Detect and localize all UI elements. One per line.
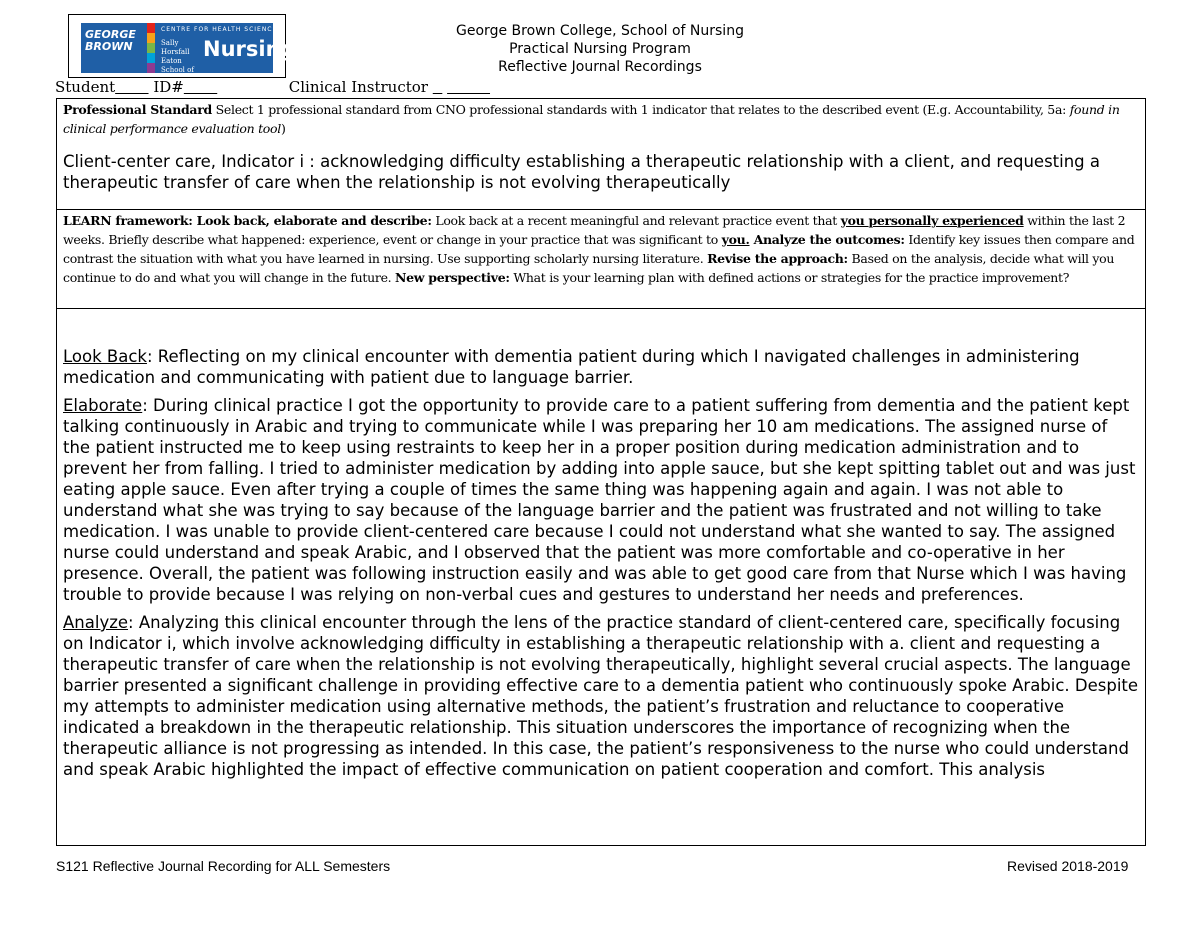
elaborate-paragraph: Elaborate: During clinical practice I got the opportunity to provide care to a patient suffering from dementia and the patient kept talking continuously in Arabic and trying to communicate while I was preparing her 10 am medications. The assigned nurse of the patient instructed me to keep using restraints to keep her in a proper position during medication administration and to prevent her from falling. I tried to administer medication by adding into apple sauce, but she kept spitting tablet out and was just eating apple sauce. Even after trying a couple of times the same thing was happening again and again. I was not able to understand what she was trying to say because of the language barrier and the patient was frustrated and not willing to take medication. I was unable to provide client-centered care because I could not understand what she wanted to say. The assigned nurse could understand and speak Arabic, and I observed that the patient was more comfortable and co-operative in her presence. Overall, the patient was following instruction easily and was able to get good care from that Nurse which I was having trouble to provide because I was relying on non-verbal cues and gestures to understand her needs and preferences.	[63, 396, 1136, 604]
journal-entry-cell	[56, 308, 1146, 846]
logo-top-text: CENTRE FOR HEALTH SCIENCES	[161, 26, 283, 33]
header-line-3: Reflective Journal Recordings	[498, 59, 702, 75]
logo-small-text: Sally Horsfall Eaton School of	[161, 39, 194, 74]
learn-framework-instructions: LEARN framework: Look back, elaborate and describe: Look back at a recent meaningful and relevant practice event that you personally experienced within the last 2 weeks. Briefly describe what happened: experience, event or change in your practice that was significant to you. Analyze the outcomes: Identify key issues then compare and contrast the situation with what you have learned in nursing. Use supporting scholarly nursing literature. Revise the approach: Based on the analysis, decide what will you continue to do and what you will change in the future. New perspective: What is your learning plan with defined actions or strategies for the practice improvement?	[63, 213, 1135, 285]
instructor-label: Clinical Instructor	[288, 78, 428, 96]
student-info-line	[55, 78, 490, 96]
footer-right: Revised 2018-2019	[1007, 858, 1129, 874]
logo-school-name: GEORGE BROWN	[85, 28, 136, 53]
elaborate-label: Elaborate	[63, 396, 143, 415]
learn-framework-cell	[56, 210, 1146, 309]
header-line-1: George Brown College, School of Nursing	[456, 23, 744, 39]
professional-standard-label: Professional Standard	[63, 102, 212, 117]
analyze-label: Analyze	[63, 613, 129, 632]
student-label: Student	[55, 78, 116, 96]
analyze-paragraph: Analyze: Analyzing this clinical encounter through the lens of the practice standard of client-centered care, specifically focusing on Indicator i, which involve acknowledging difficulty in establishing a therapeutic relationship with a. client and requesting a therapeutic transfer of care when the relationship is not evolving therapeutically, highlight several crucial aspects. The language barrier presented a significant challenge in providing effective care to a dementia patient who continuously spoke Arabic. Despite my attempts to administer medication using alternative methods, the patient’s frustration and reluctance to cooperative indicated a breakdown in the therapeutic relationship. This situation underscores the importance of recognizing when the therapeutic alliance is not progressing as intended. In this case, the patient’s responsiveness to the nurse who could understand and speak Arabic highlighted the impact of effective communication on patient cooperation and comfort. This analysis	[63, 613, 1139, 779]
professional-standard-instruction: Professional Standard Select 1 professional standard from CNO professional standards with 1 indicator that relates to the described event (E.g. Accountability, 5a: found in clinical performance evaluation tool)	[63, 102, 1120, 136]
look-back-paragraph: Look Back: Reflecting on my clinical encounter with dementia patient during which I navigated challenges in administering medication and communicating with patient due to language barrier.	[63, 347, 1080, 387]
header-line-2: Practical Nursing Program	[509, 41, 691, 57]
logo-frame	[68, 14, 296, 78]
footer-left: S121 Reflective Journal Recording for ALL Semesters	[56, 858, 391, 874]
college-logo	[81, 23, 296, 74]
professional-standard-cell	[56, 98, 1146, 210]
professional-standard-answer: Client-center care, Indicator i : acknowledging difficulty establishing a therapeutic relationship with a client, and requesting a therapeutic transfer of care when the relationship is not evolving therapeutically	[63, 152, 1101, 192]
id-label: ID#	[153, 78, 184, 96]
logo-program-text: Nursing	[203, 37, 296, 61]
logo-color-stripe	[147, 23, 155, 73]
look-back-label: Look Back	[63, 347, 147, 366]
document-header	[300, 22, 900, 76]
